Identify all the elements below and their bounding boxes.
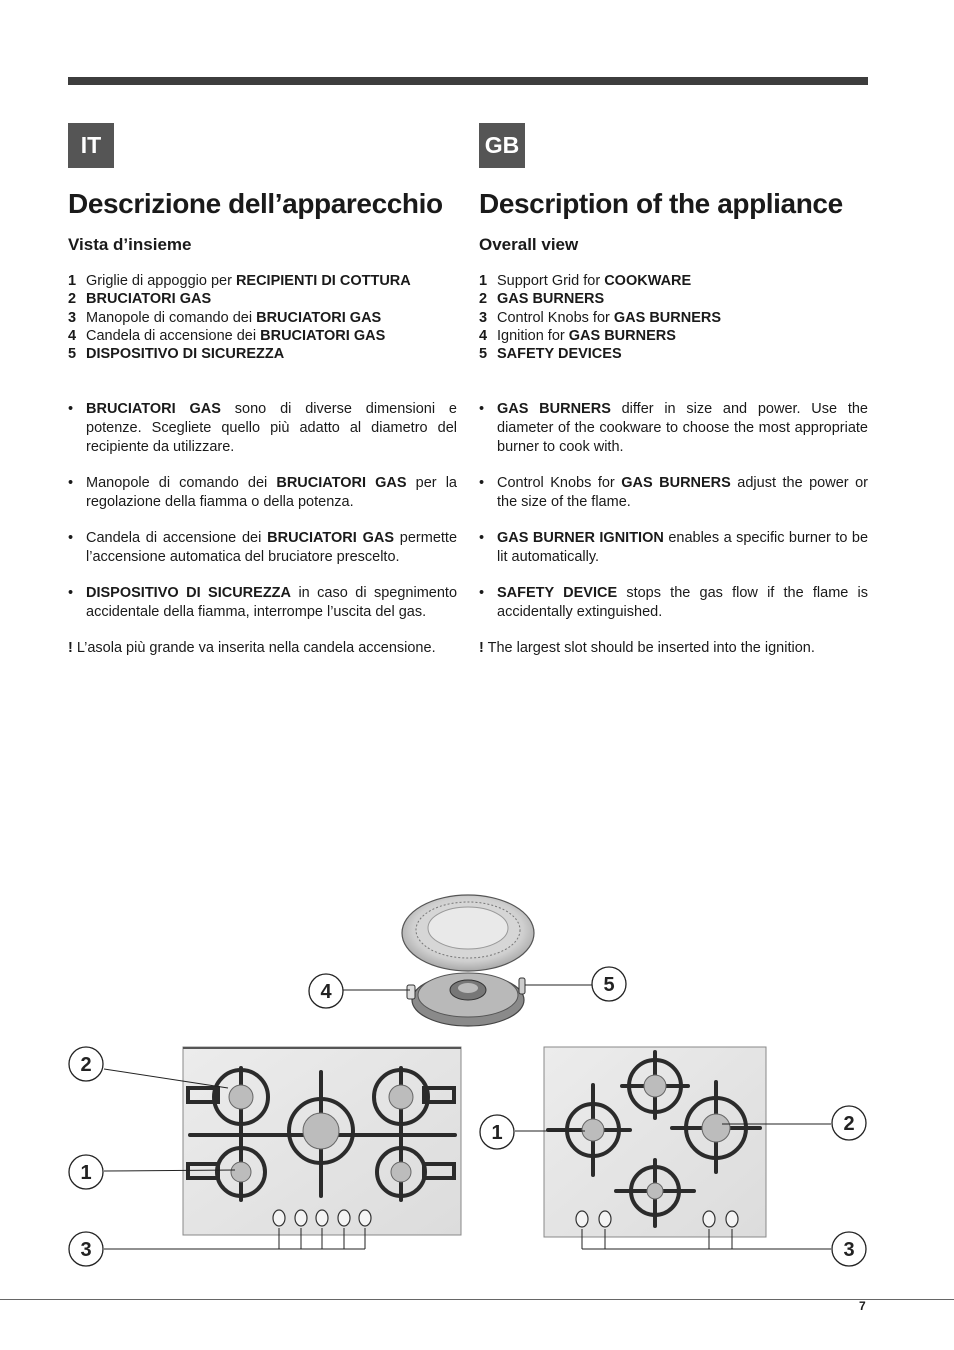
hob-four-burners [544, 1047, 766, 1237]
parts-list-item: 1 Support Grid for COOKWARE [479, 273, 692, 289]
bullet-item: • BRUCIATORI GAS sono di diverse dimensioni e potenze. Scegliete quello più adatto al diametro del recipiente da utilizzare. [68, 400, 457, 457]
section-subtitle: Overall view [479, 235, 579, 254]
parts-list [479, 272, 868, 363]
parts-list-item: 3 Manopole di comando dei BRUCIATORI GAS [68, 309, 382, 326]
bullet-item: • DISPOSITIVO DI SICUREZZA in caso di spegnimento accidentale della fiamma, interrompe l’uscita del gas. [68, 584, 457, 622]
bullet-item: • GAS BURNERS differ in size and power. Use the diameter of the cookware to choose the most appropriate burner to cook with. [479, 400, 868, 457]
warning-icon: ! [479, 640, 484, 657]
bullet-item: • Manopole di comando dei BRUCIATORI GAS per la regolazione della fiamma o della potenza. [68, 474, 457, 512]
parts-list-item: 2 BRUCIATORI GAS [68, 291, 212, 308]
parts-list-item: 4 Candela di accensione dei BRUCIATORI GAS [68, 327, 386, 344]
callout-2-right-label: 2 [843, 1113, 855, 1135]
parts-list-item: 5 SAFETY DEVICES [479, 346, 622, 363]
parts-list-item: 4 Ignition for GAS BURNERS [479, 327, 676, 344]
parts-list-item: 1 Griglie di appoggio per RECIPIENTI DI COTTURA [68, 273, 411, 289]
footer-rule [0, 1299, 954, 1300]
parts-list-item: 2 GAS BURNERS [479, 291, 605, 308]
callout-1-left-label: 1 [80, 1162, 92, 1184]
warning-note: ! L’asola più grande va inserita nella candela accensione. [68, 640, 436, 657]
language-badge-gb: GB [479, 123, 525, 168]
column-italian [68, 186, 457, 658]
bullet-item: • SAFETY DEVICE stops the gas flow if the flame is accidentally extinguished. [479, 584, 868, 622]
bullet-item: • Candela di accensione dei BRUCIATORI GAS permette l’accensione automatica del bruciatore prescelto. [68, 529, 457, 567]
description-bullets [68, 400, 457, 622]
bullet-item: • Control Knobs for GAS BURNERS adjust the power or the size of the flame. [479, 474, 868, 512]
callout-5-label: 5 [603, 974, 615, 996]
callout-3-right-label: 3 [843, 1239, 855, 1261]
column-english [479, 186, 868, 658]
header-rule [68, 77, 868, 85]
section-subtitle: Vista d’insieme [68, 235, 192, 254]
parts-list [68, 272, 457, 363]
callout-3-left-label: 3 [80, 1239, 92, 1261]
callout-1-right-label: 1 [491, 1122, 503, 1144]
language-badge-it: IT [68, 123, 114, 168]
appliance-diagram [60, 860, 890, 1290]
callout-4-label: 4 [320, 981, 332, 1003]
warning-icon: ! [68, 640, 73, 657]
parts-list-item: 3 Control Knobs for GAS BURNERS [479, 309, 722, 326]
section-title: Description of the appliance [479, 188, 843, 219]
hob-five-burners [183, 1047, 461, 1235]
bullet-item: • GAS BURNER IGNITION enables a specific burner to be lit automatically. [479, 529, 868, 567]
warning-note: ! The largest slot should be inserted into the ignition. [479, 640, 815, 657]
section-title: Descrizione dell’apparecchio [68, 188, 443, 219]
description-bullets [479, 400, 868, 622]
burner-detail-illustration [402, 895, 534, 1026]
page-number: 7 [859, 1299, 866, 1313]
callout-2-left-label: 2 [80, 1054, 92, 1076]
parts-list-item: 5 DISPOSITIVO DI SICUREZZA [68, 346, 285, 363]
